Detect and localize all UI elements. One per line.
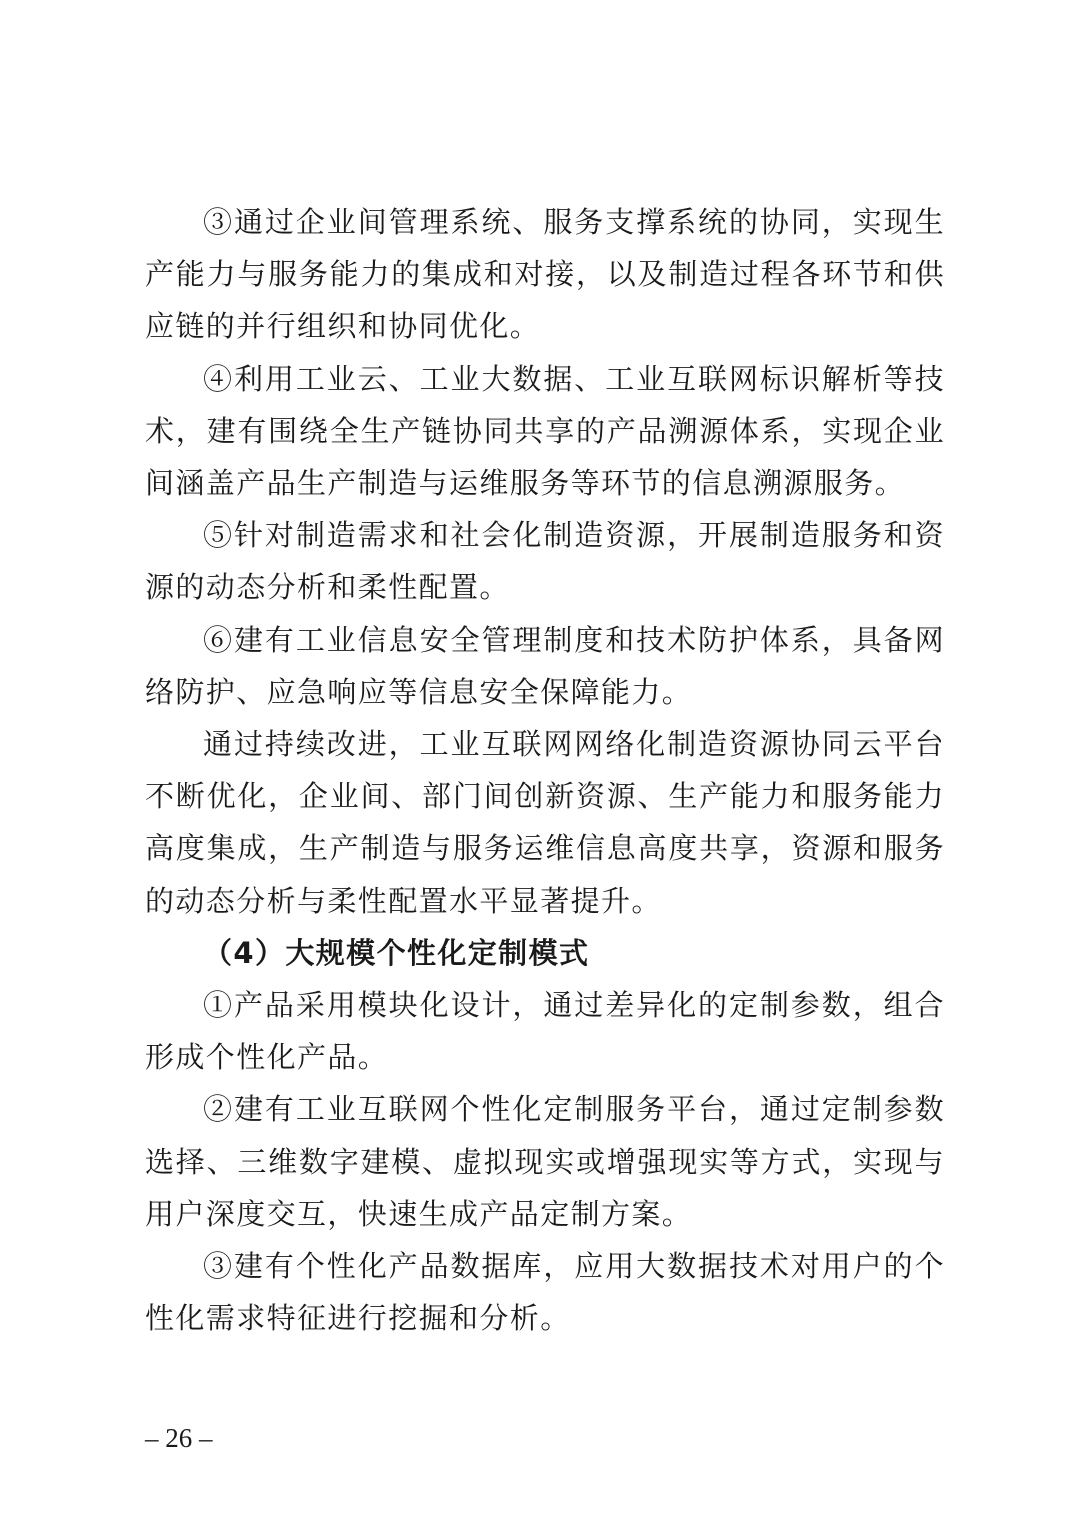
page-body <box>145 196 945 1344</box>
paragraph-item-2-custom-platform: ②建有工业互联网个性化定制服务平台，通过定制参数选择、三维数字建模、虚拟现实或增强现实等方式，实现与用户深度交互，快速生成产品定制方案。 <box>145 1092 945 1231</box>
paragraph-summary: 通过持续改进，工业互联网网络化制造资源协同云平台不断优化，企业间、部门间创新资源、生产能力和服务能力高度集成，生产制造与服务运维信息高度共享，资源和服务的动态分析与柔性配置水平显著提升。 <box>145 727 945 918</box>
paragraph-item-3-product-database: ③建有个性化产品数据库，应用大数据技术对用户的个性化需求特征进行挖掘和分析。 <box>145 1249 945 1336</box>
paragraph-item-3-collaboration: ③通过企业间管理系统、服务支撑系统的协同，实现生产能力与服务能力的集成和对接，以及制造过程各环节和供应链的并行组织和协同优化。 <box>145 205 945 344</box>
paragraph-item-1-modular-design: ①产品采用模块化设计，通过差异化的定制参数，组合形成个性化产品。 <box>145 988 945 1075</box>
paragraph-item-4-traceability: ④利用工业云、工业大数据、工业互联网标识解析等技术，建有围绕全生产链协同共享的产品溯源体系，实现企业间涵盖产品生产制造与运维服务等环节的信息溯源服务。 <box>145 361 945 501</box>
page-number: – 26 – <box>145 1423 213 1453</box>
section-heading: （4）大规模个性化定制模式 <box>203 935 590 970</box>
paragraph-item-6-security: ⑥建有工业信息安全管理制度和技术防护体系，具备网络防护、应急响应等信息安全保障能力。 <box>145 622 945 709</box>
paragraph-item-5-resource-config: ⑤针对制造需求和社会化制造资源，开展制造服务和资源的动态分析和柔性配置。 <box>145 518 945 605</box>
